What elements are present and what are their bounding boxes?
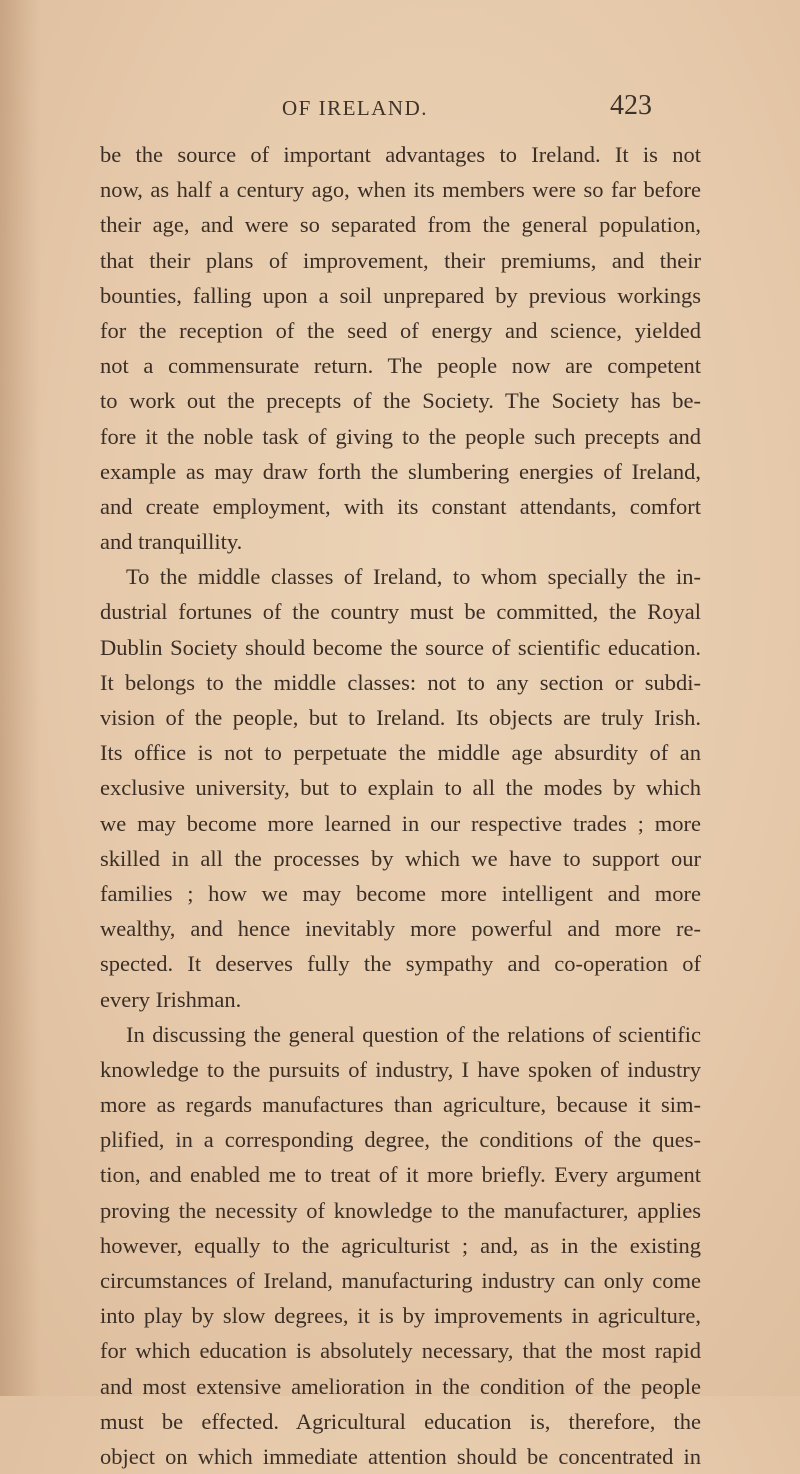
page-number: 423 [610,90,652,121]
text-line: proving the necessity of knowledge to the manufacturer, applies [100,1197,701,1223]
text-line: In discussing the general question of the relations of scientific [126,1021,701,1047]
text-line: Its office is not to perpetuate the middle age absurdity of an [100,740,701,766]
text-line: Dublin Society should become the source of scientific education. [100,634,701,660]
text-line: now, as half a century ago, when its members were so far before [100,177,701,203]
text-line: more as regards manufactures than agriculture, because it sim- [100,1092,701,1118]
text-line: dustrial fortunes of the country must be committed, the Royal [100,599,701,625]
running-head: OF IRELAND. [282,96,428,120]
text-line: wealthy, and hence inevitably more powerful and more re- [100,916,701,942]
text-line: It belongs to the middle classes: not to any section or subdi- [100,669,701,695]
text-line: to work out the precepts of the Society. The Society has be- [100,388,701,414]
text-line: we may become more learned in our respective trades ; more [100,810,701,836]
text-line: must be effected. Agricultural education is, therefore, the [100,1408,701,1434]
text-line: skilled in all the processes by which we have to support our [100,845,701,871]
text-line: and most extensive amelioration in the condition of the people [100,1373,701,1399]
text-line: for which education is absolutely necessary, that the most rapid [100,1338,701,1364]
body-text [100,137,701,1474]
text-line: not a commensurate return. The people now are competent [100,353,701,379]
text-line: every Irishman. [100,986,242,1012]
text-line: tion, and enabled me to treat of it more briefly. Every argument [100,1162,701,1188]
text-line: fore it the noble task of giving to the people such precepts and [100,423,701,449]
page-header [100,86,700,126]
text-line: example as may draw forth the slumbering energies of Ireland, [100,458,701,484]
text-line: To the middle classes of Ireland, to whom specially the in- [126,564,701,590]
text-line: plified, in a corresponding degree, the conditions of the ques- [100,1127,701,1153]
page-edge-shadow [0,0,40,1396]
text-line: knowledge to the pursuits of industry, I have spoken of industry [100,1056,701,1082]
text-line: vision of the people, but to Ireland. Its objects are truly Irish. [100,705,701,730]
text-line: into play by slow degrees, it is by improvements in agriculture, [100,1303,701,1329]
text-line: and tranquillity. [100,529,243,555]
text-line: that their plans of improvement, their premiums, and their [100,247,701,273]
text-line: and create employment, with its constant attendants, comfort [100,493,701,519]
text-line: object on which immediate attention should be concentrated in [100,1443,701,1469]
text-line: however, equally to the agriculturist ; and, as in the existing [100,1232,701,1258]
text-line: their age, and were so separated from the general population, [100,212,701,238]
text-line: families ; how we may become more intelligent and more [100,880,701,906]
text-line: exclusive university, but to explain to all the modes by which [100,775,701,801]
text-line: bounties, falling upon a soil unprepared by previous workings [100,282,701,308]
text-line: spected. It deserves fully the sympathy and co-operation of [100,951,701,977]
text-line: circumstances of Ireland, manufacturing industry can only come [100,1268,701,1293]
text-line: be the source of important advantages to Ireland. It is not [100,142,701,167]
text-line: for the reception of the seed of energy and science, yielded [100,317,701,343]
